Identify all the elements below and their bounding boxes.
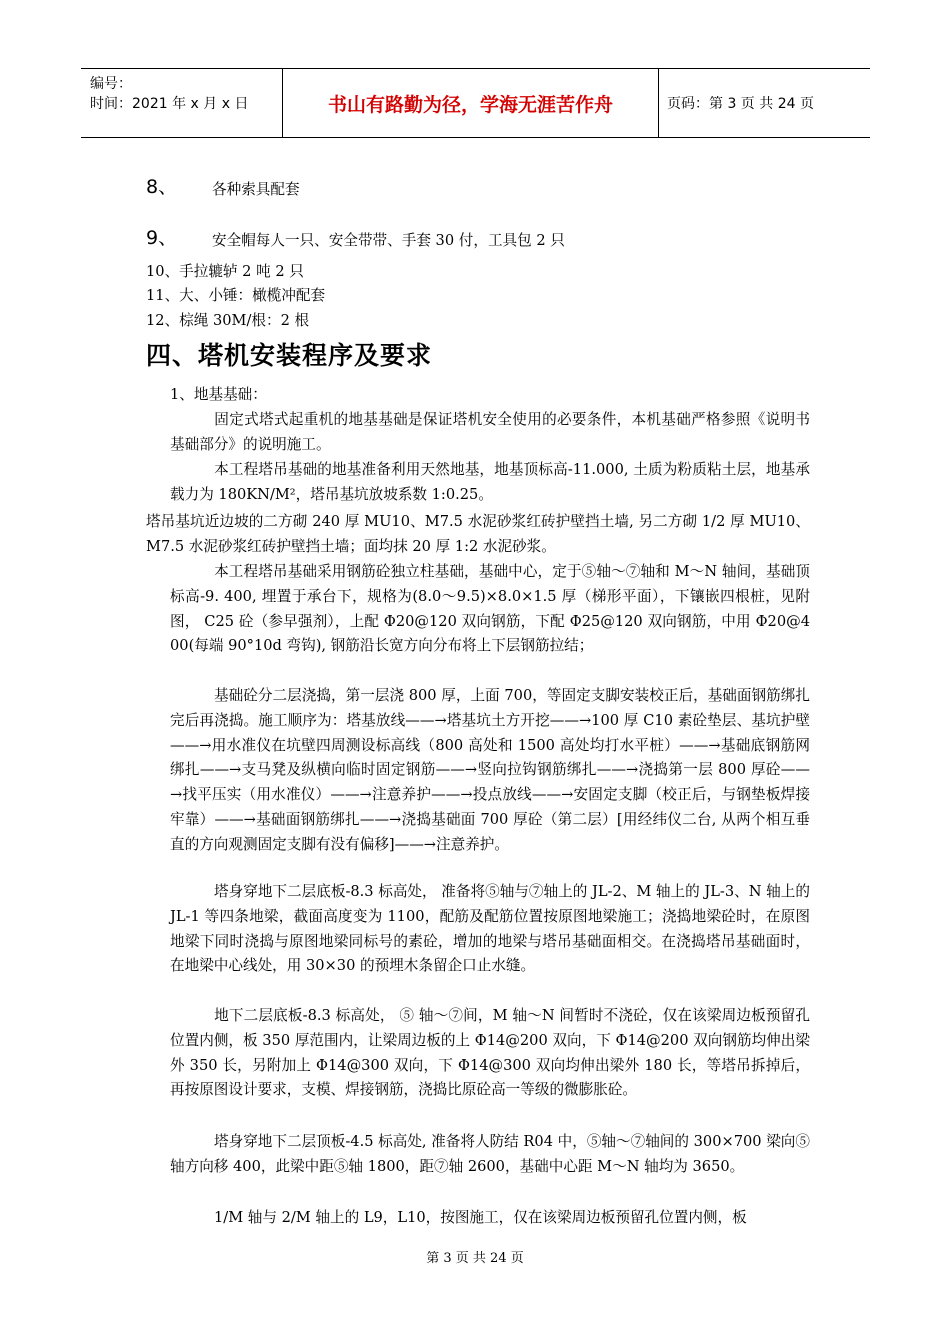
list-item-number: 8、 bbox=[146, 176, 178, 198]
list-item-text: 各种索具配套 bbox=[212, 181, 300, 198]
paragraph: 地下二层底板-8.3 标高处， ⑤ 轴～⑦间，M 轴～N 间暂时不浇砼，仅在该梁周边板预留孔位置内侧，板 350 厚范围内，让梁周边板的上 Φ14@200 双向，下 Φ14@200 双向钢筋均伸出梁外 350 长，另附加上 Φ14@300 双向，下 Φ14@300 双向均伸出梁外 180 长，等塔吊拆掉后，再按原图设计要求，支模、焊接钢筋，浇捣比原砼高一等级的微膨胀砼。 bbox=[170, 1007, 810, 1099]
list-item: 11、大、小锤：橄榄冲配套 bbox=[146, 287, 326, 304]
list-item: 12、棕绳 30M/根：2 根 bbox=[146, 312, 310, 329]
paragraph: 固定式塔式起重机的地基基础是保证塔机安全使用的必要条件，本机基础严格参照《说明书基础部分》的说明施工。 bbox=[170, 411, 810, 453]
header-motto: 书山有路勤为径，学海无涯苦作舟 bbox=[283, 69, 659, 137]
list-item: 10、手拉辘轳 2 吨 2 只 bbox=[146, 263, 304, 280]
paragraph: 基础砼分二层浇捣，第一层浇 800 厚，上面 700，等固定支脚安装校正后，基础面钢筋绑扎完后再浇捣。施工顺序为：塔基放线——→塔基坑土方开挖——→100 厚 C10 素砼垫层、基坑护壁——→用水准仪在坑壁四周测设标高线（800 高处和 1500 高处均打水平桩）——→基础底钢筋网绑扎——→支马凳及纵横向临时固定钢筋——→竖向拉钩钢筋绑扎——→浇捣第一层 800 厚砼——→找平压实（用水准仪）——→注意养护——→投点放线——→安固定支脚（校正后，与钢垫板焊接牢靠）——→基础面钢筋绑扎——→浇捣基础面 700 厚砼（第二层）[用经纬仪二台, 从两个相互垂直的方向观测固定支脚有没有偏移]——→注意养护。 bbox=[170, 687, 810, 853]
paragraph: 塔吊基坑近边坡的二方砌 240 厚 MU10、M7.5 水泥砂浆红砖护壁挡土墙, 另二方砌 1/2 厚 MU10、M7.5 水泥砂浆红砖护壁挡土墙；面均抹 20 厚 1:2 水泥砂浆。 bbox=[146, 513, 810, 555]
paragraph: 塔身穿地下二层底板-8.3 标高处， 准备将⑤轴与⑦轴上的 JL-2、M 轴上的 JL-3、N 轴上的 JL-1 等四条地梁，截面高度变为 1100，配筋及配筋位置按原图地梁施工；浇捣地梁砼时，在原图地梁下同时浇捣与原图地梁同标号的素砼，增加的地梁与塔吊基础面相交。在浇捣塔吊基础面时，在地梁中心线处，用 30×30 的预埋木条留企口止水缝。 bbox=[170, 883, 810, 975]
page-footer: 第 3 页 共 24 页 bbox=[426, 1251, 524, 1266]
number-label: 编号： bbox=[90, 76, 132, 92]
paragraph: 塔身穿地下二层顶板-4.5 标高处, 准备将人防结 R04 中，⑤轴～⑦轴间的 300×700 梁向⑤轴方向移 400，此梁中距⑤轴 1800，距⑦轴 2600，基础中心距 M～N 轴均为 3650。 bbox=[170, 1133, 810, 1175]
paragraph: 1/M 轴与 2/M 轴上的 L9，L10，按图施工，仅在该梁周边板预留孔位置内侧，板 bbox=[214, 1209, 747, 1226]
list-item-number: 9、 bbox=[146, 227, 178, 249]
time-label: 时间：2021 年 x 月 x 日 bbox=[90, 96, 249, 112]
header-meta-cell bbox=[81, 69, 283, 137]
sub-title: 1、地基基础： bbox=[170, 386, 267, 403]
paragraph: 本工程塔吊基础采用钢筋砼独立柱基础，基础中心，定于⑤轴～⑦轴和 M～N 轴间，基础顶标高-9. 400, 埋置于承台下，规格为(8.0～9.5)×8.0×1.5 厚（梯形平面），下镶嵌四根桩，见附图， C25 砼（参早强剂），上配 Φ20@120 双向钢筋，下配 Φ25@120 双向钢筋，中用 Φ20@400(每端 90°10d 弯钩), 钢筋沿长宽方向分布将上下层钢筋拉结； bbox=[170, 563, 810, 655]
page-header bbox=[81, 68, 870, 138]
paragraph: 本工程塔吊基础的地基准备利用天然地基，地基顶标高-11.000, 土质为粉质粘土层，地基承载力为 180KN/M²，塔吊基坑放坡系数 1:0.25。 bbox=[170, 461, 810, 503]
section-title: 四、塔机安装程序及要求 bbox=[146, 341, 433, 370]
header-page-info: 页码：第 3 页 共 24 页 bbox=[667, 96, 814, 112]
list-item-text: 安全帽每人一只、安全带带、手套 30 付，工具包 2 只 bbox=[212, 232, 565, 249]
